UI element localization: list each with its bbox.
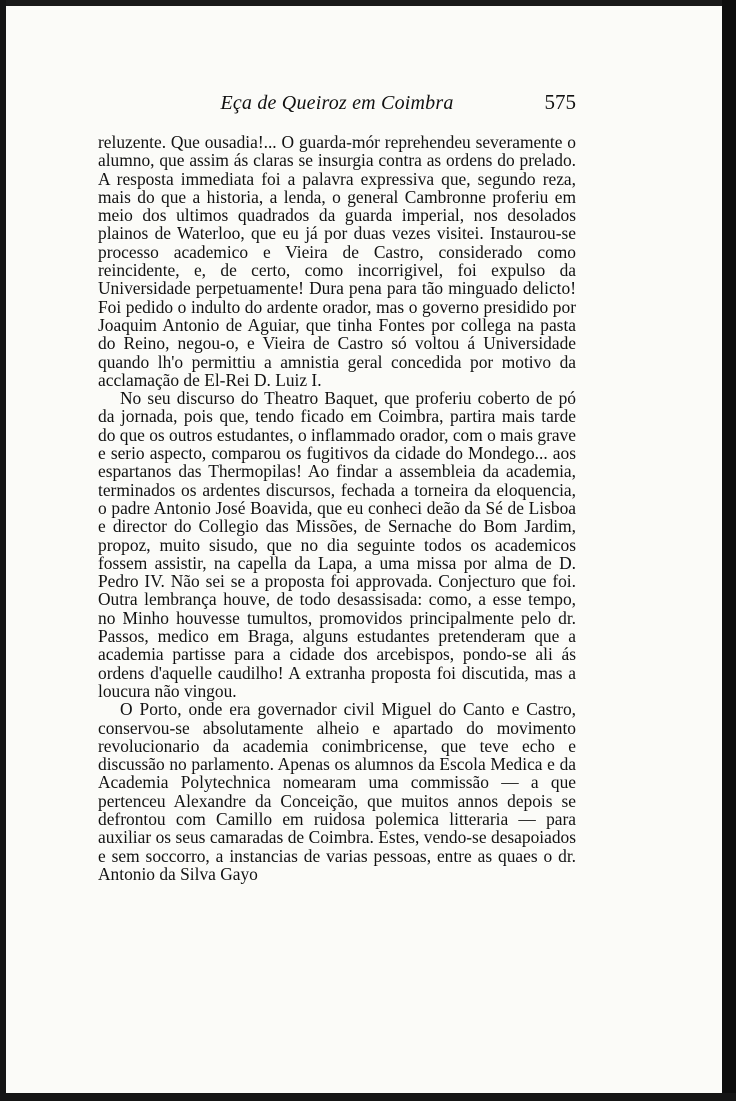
scan-border-bottom (0, 1093, 736, 1101)
page-number: 575 (544, 90, 576, 114)
paragraph-1: reluzente. Que ousadia!... O guarda-mór reprehendeu severamente o alumno, que assim ás claras se insurgia contra as ordens do prelado. A resposta immediata foi a palavra expressiva que, segundo reza, mais do que a historia, a lenda, o general Cambronne proferiu em meio dos ultimos quadrados da guarda imperial, nos desolados plainos de Waterloo, que eu já por duas vezes visitei. Instaurou-se processo academico e Vieira de Castro, considerado como reincidente, e, de certo, como incorrigivel, foi expulso da Universidade perpetuamente! Dura pena para tão minguado delicto! Foi pedido o indulto do ardente orador, mas o governo presidido por Joaquim Antonio de Aguiar, que tinha Fontes por collega na pasta do Reino, negou-o, e Vieira de Castro só voltou á Universidade quando lh'o permittiu a amnistia geral concedida por motivo da acclamação de El-Rei D. Luiz I. (98, 132, 576, 390)
book-page (6, 6, 722, 1093)
running-title: Eça de Queiroz em Coimbra (220, 92, 454, 114)
page-header (98, 84, 576, 116)
paragraph-3: O Porto, onde era governador civil Miguel do Canto e Castro, conservou-se absolutamente alheio e apartado do movimento revolucionario da academia conimbricense, que teve echo e discussão no parlamento. Apenas os alumnos da Escola Medica e da Academia Polytechnica nomearam uma commissão — a que pertenceu Alexandre da Conceição, que muitos annos depois se defrontou com Camillo em ruidosa polemica litteraria — para auxiliar os seus camaradas de Coimbra. Estes, vendo-se desapoiados e sem soccorro, a instancias de varias pessoas, entre as quaes o dr. Antonio da Silva Gayo (98, 699, 576, 884)
scan-border-right (722, 0, 736, 1101)
paragraph-2: No seu discurso do Theatro Baquet, que proferiu coberto de pó da jornada, pois que, tendo ficado em Coimbra, partira mais tarde do que os outros estudantes, o inflammado orador, com o mais grave e serio aspecto, comparou os fugitivos da cidade do Mondego... aos espartanos das Thermopilas! Ao findar a assembleia da academia, terminados os ardentes discursos, fechada a torneira da eloquencia, o padre Antonio José Boavida, que eu conheci deão da Sé de Lisboa e director do Collegio das Missões, de Sernache do Bom Jardim, propoz, muito sisudo, que no dia seguinte todos os academicos fossem assistir, na capella da Lapa, a uma missa por alma de D. Pedro IV. Não sei se a proposta foi approvada. Conjecturo que foi. Outra lembrança houve, de todo desassisada: como, a esse tempo, no Minho houvesse tumultos, promovidos principalmente pelo dr. Passos, medico em Braga, alguns estudantes pretenderam que a academia partisse para a cidade dos arcebispos, pondo-se ali ás ordens d'aquelle caudilho! A extranha proposta foi discutida, mas a loucura não vingou. (98, 388, 576, 701)
page-body (98, 133, 576, 883)
